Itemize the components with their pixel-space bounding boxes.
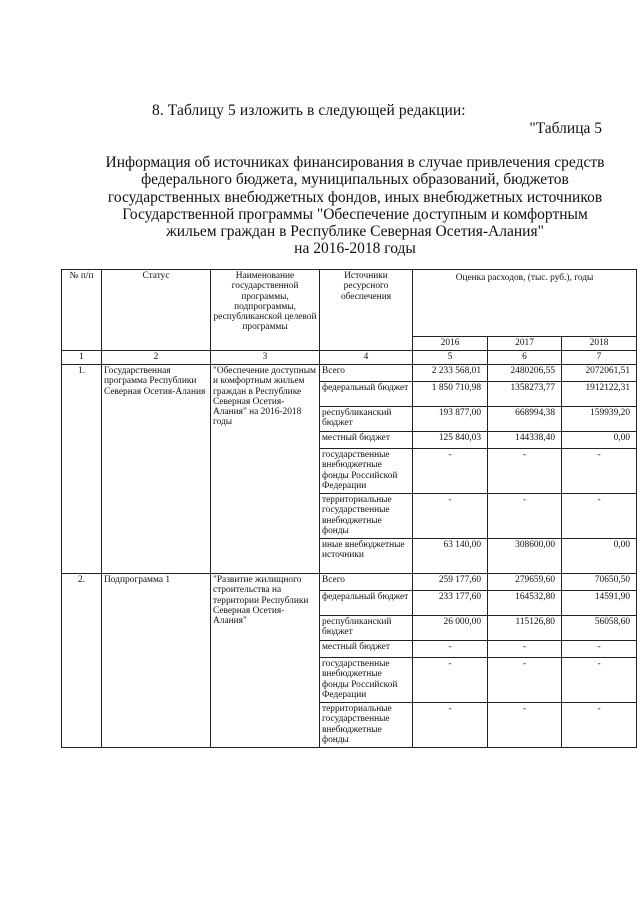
title-line: Государственной программы "Обеспечение доступным и комфортным (122, 205, 588, 223)
source-cell: республиканский бюджет (320, 616, 413, 641)
column-index: 4 (320, 351, 413, 365)
value-2018: 70650,50 (562, 574, 637, 591)
source-cell: местный бюджет (320, 432, 413, 449)
value-2017: 1358273,77 (488, 382, 562, 407)
value-2017: 164532,80 (488, 591, 562, 616)
source-cell: государственные внебюджетные фонды Российской Федерации (320, 449, 413, 494)
row-status: Государственная программа Республики Северная Осетия-Алания (102, 365, 211, 574)
column-index-row (62, 351, 637, 365)
column-index: 2 (102, 351, 211, 365)
header-estimate: Оценка расходов, (тыс. руб.), годы (413, 270, 637, 337)
value-2018: 1912122,31 (562, 382, 637, 407)
column-index: 6 (488, 351, 562, 365)
table-number-label: "Таблица 5 (529, 120, 602, 137)
header-num: № п/п (62, 270, 102, 351)
header-status: Статус (102, 270, 211, 351)
source-cell: федеральный бюджет (320, 591, 413, 616)
row-status: Подпрограмма 1 (102, 574, 211, 748)
value-2017: 668994,38 (488, 407, 562, 432)
value-2017: 279659,60 (488, 574, 562, 591)
value-2016: 1 850 710,98 (413, 382, 488, 407)
header-year: 2018 (562, 337, 637, 351)
source-cell: республиканский бюджет (320, 407, 413, 432)
value-2016: 2 233 568,01 (413, 365, 488, 382)
value-2016: - (413, 449, 488, 494)
table-row (62, 574, 637, 591)
value-2017: - (488, 703, 562, 748)
value-2018: - (562, 658, 637, 703)
value-2018: - (562, 494, 637, 539)
column-index: 3 (211, 351, 320, 365)
value-2016: - (413, 703, 488, 748)
title-line: Информация об источниках финансирования в случае привлечения средств (105, 154, 605, 171)
value-2018: 14591,90 (562, 591, 637, 616)
value-2018: 0,00 (562, 432, 637, 449)
value-2016: - (413, 494, 488, 539)
value-2018: - (562, 703, 637, 748)
row-number: 1. (62, 365, 102, 574)
column-index: 5 (413, 351, 488, 365)
column-index: 7 (562, 351, 637, 365)
header-year: 2016 (413, 337, 488, 351)
value-2016: 259 177,60 (413, 574, 488, 591)
value-2018: - (562, 641, 637, 658)
source-cell: федеральный бюджет (320, 382, 413, 407)
value-2016: - (413, 658, 488, 703)
value-2017: 115126,80 (488, 616, 562, 641)
document-title (100, 154, 610, 258)
value-2017: 2480206,55 (488, 365, 562, 382)
value-2017: - (488, 494, 562, 539)
value-2018: - (562, 449, 637, 494)
financing-table (61, 269, 637, 748)
value-2016: 63 140,00 (413, 539, 488, 574)
amendment-intro: 8. Таблицу 5 изложить в следующей редакции: (152, 102, 466, 119)
value-2016: 233 177,60 (413, 591, 488, 616)
value-2017: 144338,40 (488, 432, 562, 449)
table-row (62, 365, 637, 382)
value-2016: 193 877,00 (413, 407, 488, 432)
header-name: Наименование государственной программы, подпрограммы, республиканской целевой программы (211, 270, 320, 351)
header-year: 2017 (488, 337, 562, 351)
source-cell: иные внебюджетные источники (320, 539, 413, 574)
value-2018: 0,00 (562, 539, 637, 574)
value-2016: - (413, 641, 488, 658)
column-index: 1 (62, 351, 102, 365)
row-program-name: "Обеспечение доступным и комфортным жильем граждан в Республике Северная Осетия-Алания" на 2016-2018 годы (211, 365, 320, 574)
value-2017: - (488, 641, 562, 658)
value-2017: 308600,00 (488, 539, 562, 574)
title-line: государственных внебюджетных фондов, иных внебюджетных источников (107, 188, 603, 206)
value-2017: - (488, 449, 562, 494)
header-row (62, 270, 637, 337)
source-cell: Всего (320, 365, 413, 382)
title-line: федерального бюджета, муниципальных образований, бюджетов (141, 171, 569, 189)
value-2018: 159939,20 (562, 407, 637, 432)
value-2018: 2072061,51 (562, 365, 637, 382)
title-line: на 2016-2018 годы (294, 240, 416, 258)
source-cell: местный бюджет (320, 641, 413, 658)
value-2018: 56058,60 (562, 616, 637, 641)
title-line: жильем граждан в Республике Северная Осетия-Алания" (166, 223, 544, 241)
row-program-name: "Развитие жилищного строительства на территории Республики Северная Осетия-Алания" (211, 574, 320, 748)
value-2016: 26 000,00 (413, 616, 488, 641)
header-sources: Источники ресурсного обеспечения (320, 270, 413, 351)
source-cell: территориальные государственные внебюджетные фонды (320, 494, 413, 539)
row-number: 2. (62, 574, 102, 748)
source-cell: территориальные государственные внебюджетные фонды (320, 703, 413, 748)
value-2016: 125 840,03 (413, 432, 488, 449)
source-cell: государственные внебюджетные фонды Российской Федерации (320, 658, 413, 703)
value-2017: - (488, 658, 562, 703)
source-cell: Всего (320, 574, 413, 591)
